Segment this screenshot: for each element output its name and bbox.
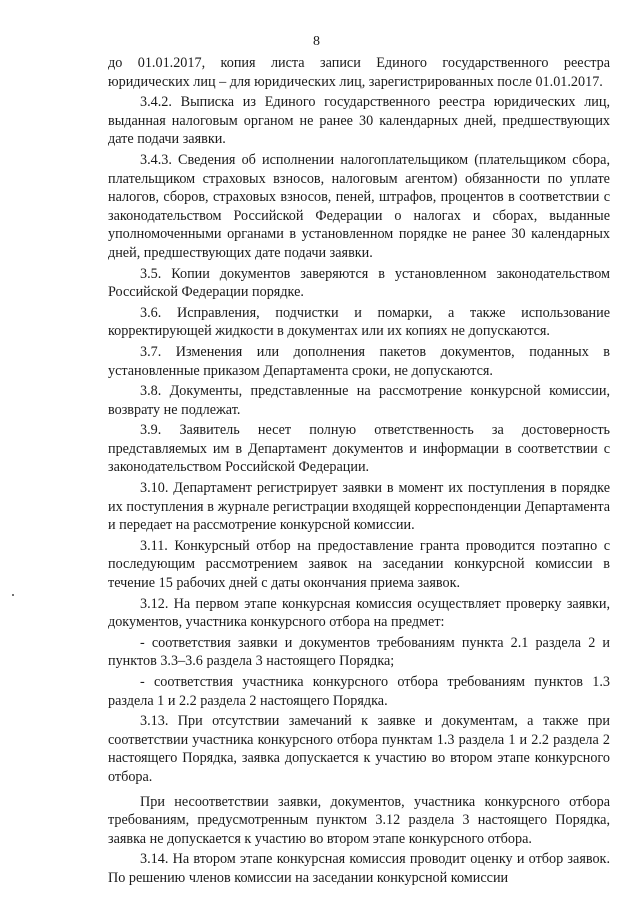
page-number: 8: [313, 34, 320, 49]
document-body: [108, 54, 610, 890]
paragraph-3-11: 3.11. Конкурсный отбор на предоставление гранта проводится поэтапно с последующим рассмотрением заявок на заседании конкурсной комиссии в течение 15 рабочих дней с даты окончания приема заявок.: [108, 537, 610, 592]
paragraph-3-5: 3.5. Копии документов заверяются в установленном законодательством Российской Федерации порядке.: [108, 265, 610, 301]
paragraph-3-10: 3.10. Департамент регистрирует заявки в момент их поступления в порядке их поступления в журнале регистрации входящей корреспонденции Департамента и передает на рассмотрение конкурсной комиссии.: [108, 480, 610, 534]
paragraph-continuation: до 01.01.2017, копия листа записи Единого государственного реестра юридических лиц – для юридических лиц, зарегистрированных после 01.01.2017.: [108, 55, 610, 90]
paragraph-noncompliance: При несоответствии заявки, документов, участника конкурсного отбора требованиям, предусмотренным пунктом 3.12 раздела 3 настоящего Порядка, заявка не допускается к участию во втором этапе конкурсного отбора.: [108, 793, 610, 847]
paragraph-3-9: 3.9. Заявитель несет полную ответственность за достоверность представляемых им в Департамент документов и информации в соответствии с законодательством Российской Федерации.: [108, 422, 610, 476]
paragraph-3-7: 3.7. Изменения или дополнения пакетов документов, поданных в установленные приказом Департамента сроки, не допускаются.: [108, 343, 610, 379]
scan-speck: [12, 594, 14, 596]
paragraph-3-6: 3.6. Исправления, подчистки и помарки, а также использование корректирующей жидкости в документах или их копиях не допускаются.: [108, 304, 610, 340]
paragraph-3-4-3: 3.4.3. Сведения об исполнении налогоплательщиком (плательщиком сбора, плательщиком страховых взносов, налоговым агентом) обязанности по уплате налогов, сборов, страховых взносов, пеней, штрафов, процентов в соответствии с законодательством Российской Федерации о налогах и сборах, выданные уполномоченными органами в установленном порядке не ранее 30 календарных дней, предшествующих дате подачи заявки.: [108, 151, 610, 261]
paragraph-3-14: 3.14. На втором этапе конкурсная комиссия проводит оценку и отбор заявок. По решению членов комиссии на заседании конкурсной комиссии: [108, 851, 610, 886]
paragraph-3-4-2: 3.4.2. Выписка из Единого государственного реестра юридических лиц, выданная налоговым органом не ранее 30 календарных дней, предшествующих дате подачи заявки.: [108, 94, 610, 148]
paragraph-3-12: 3.12. На первом этапе конкурсная комиссия осуществляет проверку заявки, документов, участника конкурсного отбора на предмет:: [108, 595, 610, 631]
list-item-requirement-1: - соответствия заявки и документов требованиям пункта 2.1 раздела 2 и пунктов 3.3–3.6 раздела 3 настоящего Порядка;: [108, 634, 610, 670]
paragraph-3-8: 3.8. Документы, представленные на рассмотрение конкурсной комиссии, возврату не подлежат.: [108, 383, 610, 418]
list-item-requirement-2: - соответствия участника конкурсного отбора требованиям пунктов 1.3 раздела 1 и 2.2 раздела 2 настоящего Порядка.: [108, 674, 610, 709]
paragraph-3-13: 3.13. При отсутствии замечаний к заявке и документам, а также при соответствии участника конкурсного отбора пунктам 1.3 раздела 1 и 2.2 раздела 2 настоящего Порядка, заявка допускается к участию во втором этапе конкурсного отбора.: [108, 713, 610, 785]
